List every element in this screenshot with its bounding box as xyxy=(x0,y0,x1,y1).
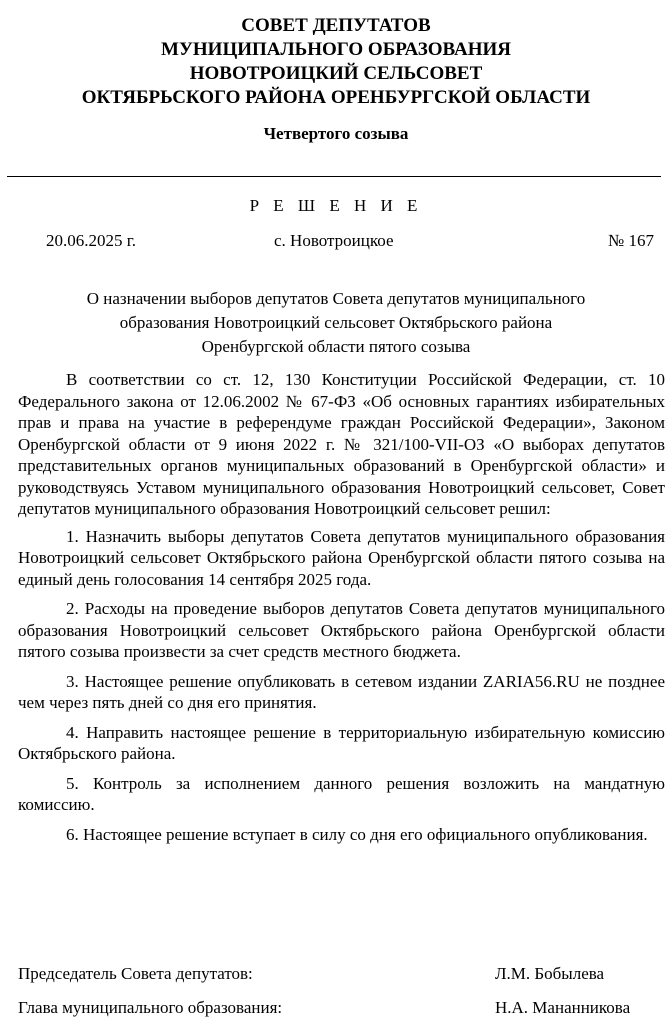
decision-item-2: 2. Расходы на проведение выборов депутатов Совета депутатов муниципального образования Новотроицкий сельсовет Октябрьского района Оренбургской области пятого созыва произвести за счет средств местного бюджета. xyxy=(18,599,665,661)
council-header xyxy=(0,14,672,110)
decision-item-1: 1. Назначить выборы депутатов Совета депутатов муниципального образования Новотроицкий сельсовет Октябрьского района Оренбургской области пятого созыва на единый день голосования 14 сентября 2025 года. xyxy=(18,526,665,589)
header-line-4: ОКТЯБРЬСКОГО РАЙОНА ОРЕНБУРГСКОЙ ОБЛАСТИ xyxy=(81,87,591,108)
header-line-3: НОВОТРОИЦКИЙ СЕЛЬСОВЕТ xyxy=(189,63,483,84)
subject-line-1: О назначении выборов депутатов Совета депутатов муниципального xyxy=(86,289,586,308)
signature-name: Н.А. Мананникова xyxy=(495,998,631,1017)
signature-title: Председатель Совета депутатов: xyxy=(18,964,253,983)
document-subject xyxy=(20,287,652,359)
decision-item-3: 3. Настоящее решение опубликовать в сетевом издании ZARIA56.RU не позднее чем через пять дней со дня его принятия. xyxy=(18,671,665,712)
header-line-2: МУНИЦИПАЛЬНОГО ОБРАЗОВАНИЯ xyxy=(161,39,511,60)
document-type-title: Р Е Ш Е Н И Е xyxy=(249,196,423,215)
decision-item-6: 6. Настоящее решение вступает в силу со дня его официального опубликования. xyxy=(66,824,648,844)
signature-title: Глава муниципального образования: xyxy=(18,998,283,1017)
document-meta-row xyxy=(46,229,654,253)
header-line-1: СОВЕТ ДЕПУТАТОВ xyxy=(241,15,431,36)
subject-line-2: образования Новотроицкий сельсовет Октябрьского района xyxy=(119,313,553,332)
decision-item-4: 4. Направить настоящее решение в территориальную избирательную комиссию Октябрьского района. xyxy=(18,722,665,763)
document-number: № 167 xyxy=(608,231,654,250)
subject-line-3: Оренбургской области пятого созыва xyxy=(201,337,471,356)
decision-item-5: 5. Контроль за исполнением данного решения возложить на мандатную комиссию. xyxy=(18,773,665,814)
decision-body xyxy=(18,369,665,853)
signature-name: Л.М. Бобылева xyxy=(495,964,605,983)
convocation-label: Четвертого созыва xyxy=(263,124,409,143)
header-divider xyxy=(7,176,661,177)
signature-row-chairman xyxy=(18,962,658,986)
signature-row-head xyxy=(18,996,658,1020)
document-place: с. Новотроицкое xyxy=(274,231,394,250)
document-date: 20.06.2025 г. xyxy=(46,231,137,250)
preamble-paragraph: В соответствии со ст. 12, 130 Конституции Российской Федерации, ст. 10 Федерального закона от 12.06.2002 № 67-ФЗ «Об основных гарантиях избирательных прав и права на участие в референдуме граждан Российской Федерации», Законом Оренбургской области от 9 июня 2022 г. № 321/100-VII-ОЗ «О выборах депутатов представительных органов муниципальных образований в Оренбургской области» и руководствуясь Уставом муниципального образования Новотроицкий сельсовет, Совет депутатов муниципального образования Новотроицкий сельсовет решил: xyxy=(18,370,665,518)
